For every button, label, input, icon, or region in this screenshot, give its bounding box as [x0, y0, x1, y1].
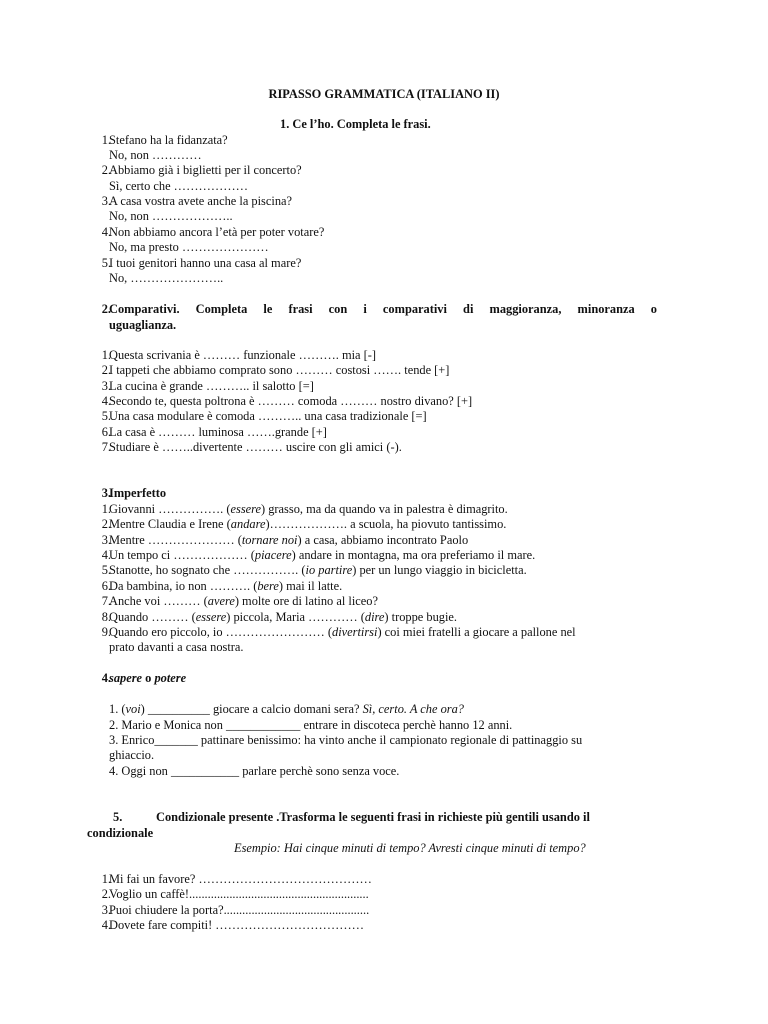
- item-number: 7.: [101, 440, 111, 454]
- section-4-heading-b: potere: [154, 671, 187, 685]
- item-number: 1.: [101, 502, 111, 516]
- item-question: Non abbiamo ancora l’età per poter votare?: [109, 225, 325, 239]
- item-number: 1.: [101, 348, 111, 362]
- item-number: 3.: [101, 194, 111, 208]
- verb-hint: io partire: [305, 563, 353, 577]
- verb-hint: divertirsi: [332, 625, 378, 639]
- item-question: A casa vostra avete anche la piscina?: [109, 194, 293, 208]
- item-number: 5.: [101, 409, 111, 423]
- section-1-heading: 1. Ce l’ho. Completa le frasi.: [280, 117, 431, 131]
- document-page: RIPASSO GRAMMATICA (ITALIANO II) 1. Ce l’ho. Completa le frasi. 1. Stefano ha la fidanzata? No, non ………… 2. Abbiamo già i biglietti per il concerto? Sì, certo che ……………… 3. A casa vostra avete anche la piscina? No, non ……………….. 4. Non abbiamo ancora l’età per poter votare? No, ma presto ………………… 5. I tuoi genitori hanno una casa al mare? No, ………………….. 2. Comparativi. Completa le frasi con i comparativi di maggioranza, minoranza o uguaglianza. 1. Questa scrivania è ……… funzionale ………. mia [-] 2. I tappeti che abbiamo comprato sono ……… costosi ……. tende [+] 3. La cucina è grande ……….. il salotto [=] 4. Secondo te, questa poltrona è ……… comoda ……… nostro divano? [+] 5. Una casa modulare è comoda ……….. una casa tradizionale [=] 6. La casa è ……… luminosa …….grande [+] 7. Studiare è ……..divertente ……… uscire con gli amici (-). 3. Imperfetto 1. Giovanni ……………. (essere) grasso, ma da quando va in palestra è dimagrito. 2. Mentre Claudia e Irene (andare)………………. a scuola, ha piovuto tantissimo. 3. Mentre ………………… (tornare noi) a casa, abbiamo incontrato Paolo 4. Un tempo ci ……………… (piacere) andare in montagna, ma ora preferiamo il mare. 5. Stanotte, ho sognato che ……………. (io partire) per un lungo viaggio in bicicletta. 6. Da bambina, io non ………. (bere) mai il latte. 7. Anche voi ……… (avere) molte ore di latino al liceo? 8. Quando ……… (essere) piccola, Maria ………… (dire) troppe bugie. 9. Quando ero piccolo, io …………………… (divertirsi) coi miei fratelli a giocare a pallone nel prato davanti a casa nostra. 4. sapere o potere 1. (voi) __________ giocare a calcio domani sera? Sì, certo. A che ora? 2. Mario e Monica non ____________ entrare in discoteca perchè hanno 12 anni. 3. Enrico_______ pattinare benissimo: ha vinto anche il campionato regionale di pattinaggio su ghiaccio. 4. Oggi non ___________ parlare perchè sono senza voce. 5. Condizionale presente .Trasforma le seguenti frasi in richieste più gentili usando il condizionale Esempio: Hai cinque minuti di tempo? Avresti cinque minuti di tempo? 1. Mi fai un favore? …………………………………… 2. Voglio un caffè!.......................................................... 3. Puoi chiudere la porta?............................................... 4. Dovete fare compiti! ………………………………: [0, 0, 768, 1024]
- item-number: 1.: [101, 872, 111, 886]
- section-5-number: 5.: [113, 810, 123, 824]
- item-continuation: prato davanti a casa nostra.: [109, 640, 244, 654]
- item-answer: Sì, certo che ………………: [109, 179, 249, 193]
- section-3-heading: Imperfetto: [109, 486, 167, 500]
- list-item: 4. Oggi non ___________ parlare perchè sono senza voce.: [109, 764, 400, 778]
- item-number: 3.: [101, 533, 111, 547]
- section-5-heading: Condizionale presente .Trasforma le seguenti frasi in richieste più gentili usando il: [156, 810, 590, 824]
- list-item: 1. (voi) __________ giocare a calcio domani sera? Sì, certo. A che ora?: [109, 702, 464, 716]
- page-title: RIPASSO GRAMMATICA (ITALIANO II): [268, 87, 500, 101]
- item-number: 8.: [101, 610, 111, 624]
- item-number: 5.: [101, 563, 111, 577]
- verb-hint: avere: [207, 594, 235, 608]
- item-number: 5.: [101, 256, 111, 270]
- item-question: Stefano ha la fidanzata?: [109, 133, 228, 147]
- item-number: 6.: [101, 579, 111, 593]
- section-5-heading-cont: condizionale: [87, 826, 154, 840]
- item-number: 2.: [101, 517, 111, 531]
- example-text: Esempio: Hai cinque minuti di tempo? Avresti cinque minuti di tempo?: [234, 841, 586, 855]
- verb-hint: bere: [257, 579, 279, 593]
- verb-hint: andare: [230, 517, 266, 531]
- item-continuation: ghiaccio.: [109, 748, 155, 762]
- item-answer: No, …………………..: [109, 271, 224, 285]
- item-text: I tappeti che abbiamo comprato sono ……… costosi ……. tende [+]: [109, 363, 450, 377]
- item-question: Abbiamo già i biglietti per il concerto?: [109, 163, 302, 177]
- item-number: 7.: [101, 594, 111, 608]
- item-number: 2.: [101, 887, 111, 901]
- item-number: 2.: [101, 363, 111, 377]
- item-text: La cucina è grande ……….. il salotto [=]: [109, 379, 314, 393]
- item-number: 6.: [101, 425, 111, 439]
- verb-hint: essere: [230, 502, 262, 516]
- verb-hint: essere: [195, 610, 227, 624]
- item-text: Una casa modulare è comoda ……….. una casa tradizionale [=]: [109, 409, 427, 423]
- section-2-heading: Comparativi. Completa le frasi con i comparativi di maggioranza, minoranza o: [109, 302, 657, 316]
- item-number: 3.: [101, 903, 111, 917]
- item-number: 3.: [101, 379, 111, 393]
- section-2-heading-cont: uguaglianza.: [109, 318, 177, 332]
- verb-hint: tornare noi: [241, 533, 298, 547]
- list-item: 3. Enrico_______ pattinare benissimo: ha vinto anche il campionato regionale di pattinaggio su: [109, 733, 583, 747]
- item-number: 4.: [101, 225, 111, 239]
- section-4-heading-a: sapere: [109, 671, 143, 685]
- item-text: Questa scrivania è ……… funzionale ………. mia [-]: [109, 348, 377, 362]
- item-number: 4.: [101, 394, 111, 408]
- item-text: Dovete fare compiti! ………………………………: [109, 918, 364, 932]
- item-text: Voglio un caffè!..........................................................: [109, 887, 369, 901]
- list-item: 2. Mario e Monica non ____________ entrare in discoteca perchè hanno 12 anni.: [109, 718, 513, 732]
- verb-hint: dire: [364, 610, 385, 624]
- item-number: 1.: [101, 133, 111, 147]
- item-number: 4.: [101, 548, 111, 562]
- item-answer: No, non …………: [109, 148, 202, 162]
- item-number: 9.: [101, 625, 111, 639]
- item-number: 2.: [101, 163, 111, 177]
- item-question: I tuoi genitori hanno una casa al mare?: [109, 256, 302, 270]
- item-number: 4.: [101, 918, 111, 932]
- verb-hint: piacere: [254, 548, 292, 562]
- item-answer: No, non ………………..: [109, 209, 233, 223]
- item-text: Puoi chiudere la porta?...............................................: [109, 903, 370, 917]
- item-text: Secondo te, questa poltrona è ……… comoda ……… nostro divano? [+]: [109, 394, 473, 408]
- item-text: Mi fai un favore? ……………………………………: [109, 872, 372, 886]
- item-answer: No, ma presto …………………: [109, 240, 269, 254]
- item-text: Studiare è ……..divertente ……… uscire con gli amici (-).: [109, 440, 402, 454]
- item-text: La casa è ……… luminosa …….grande [+]: [109, 425, 327, 439]
